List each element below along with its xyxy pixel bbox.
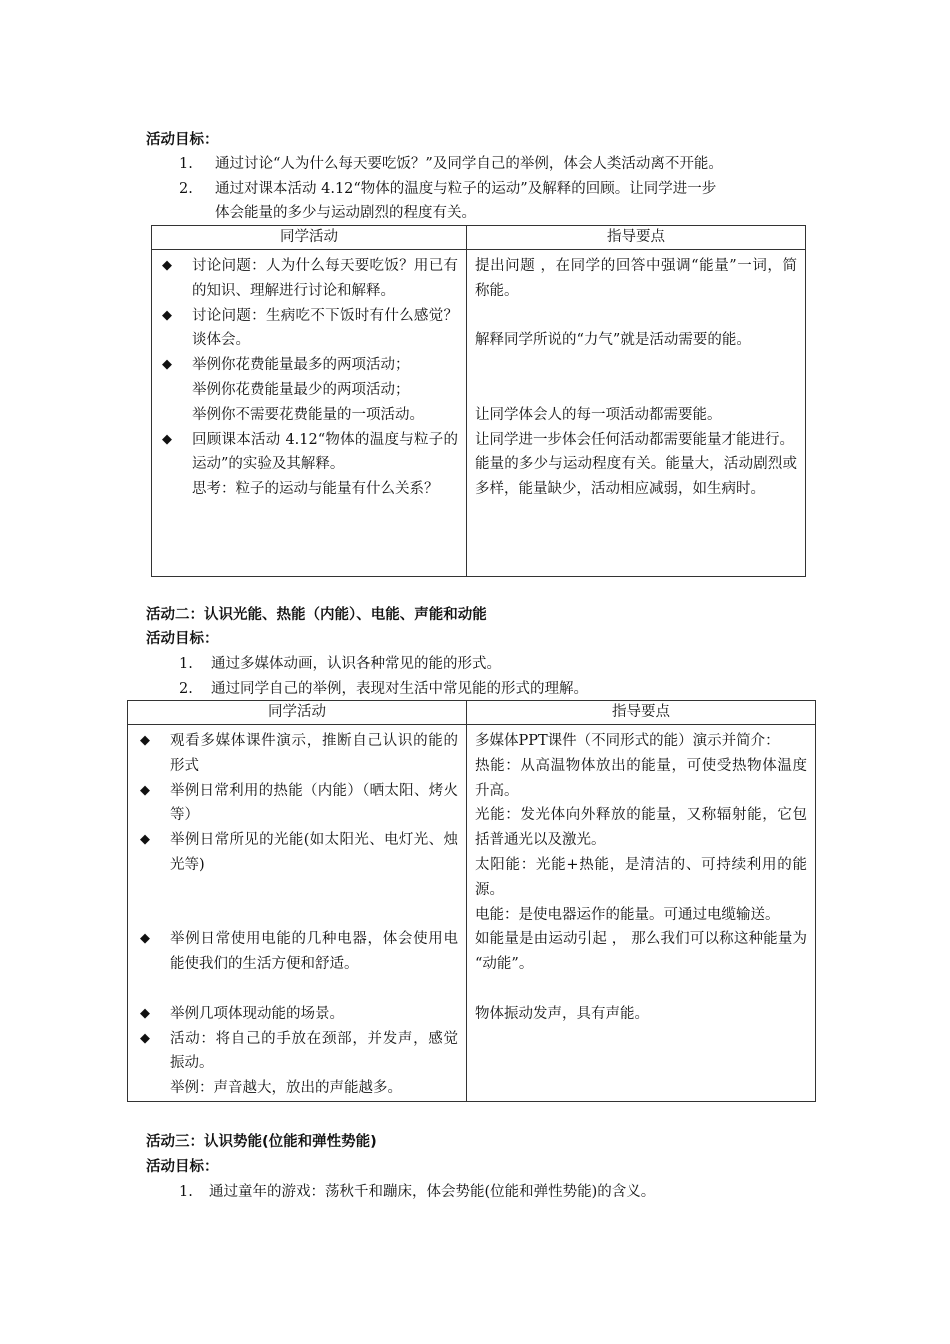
- header-guidance-points: 指导要点: [467, 701, 816, 725]
- list-item: ◆ 观看多媒体课件演示，推断自己认识的能的形式: [138, 729, 458, 779]
- section1-activity-table: [151, 225, 806, 577]
- section3-goal-1: [179, 1180, 655, 1201]
- diamond-bullet-icon: ◆: [140, 1030, 150, 1046]
- thinking-question: 思考：粒子的运动与能量有什么关系？: [192, 481, 439, 498]
- diamond-bullet-icon: ◆: [162, 357, 172, 373]
- guidance-text: 如能量是由运动引起 ， 那么我们可以称这种能量为 “动能”。: [475, 931, 807, 973]
- diamond-bullet-icon: ◆: [162, 307, 172, 323]
- table-header-row: [128, 701, 816, 725]
- list-item: ◆ 讨论问题：生病吃不下饭时有什么感觉？谈体会。: [160, 304, 458, 354]
- list-item: ◆ 举例你花费能量最多的两项活动；: [160, 353, 458, 378]
- section3-goal-label: 活动目标：: [146, 1159, 219, 1175]
- list-item: ◆ 活动：将自己的手放在颈部，并发声，感觉振动。: [138, 1027, 458, 1077]
- table-row: [128, 725, 816, 1102]
- guidance-text: 太阳能：光能+热能，是清洁的、可持续利用的能源。: [475, 856, 807, 898]
- diamond-bullet-icon: ◆: [140, 931, 150, 947]
- guidance-text: 物体振动发声，具有声能。: [475, 1005, 649, 1022]
- guidance-text: 让同学体会人的每一项活动都需要能。: [475, 406, 722, 423]
- guidance-points-cell: [467, 725, 816, 1102]
- header-student-activity: 同学活动: [128, 701, 467, 725]
- diamond-bullet-icon: ◆: [140, 733, 150, 748]
- table-row: [152, 250, 806, 577]
- section1-goal-2: [179, 177, 716, 198]
- goal-number: 1.: [179, 156, 193, 172]
- section3-title: 活动三：认识势能(位能和弹性势能): [146, 1134, 377, 1150]
- list-item: ◆ 讨论问题：人为什么每天要吃饭？用已有的知识、理解进行讨论和解释。: [160, 254, 458, 304]
- diamond-bullet-icon: ◆: [162, 431, 172, 447]
- goal-number: 2.: [179, 181, 193, 197]
- list-item: ◆ 举例日常使用电能的几种电器，体会使用电能使我们的生活方便和舒适。: [138, 927, 458, 977]
- goal-number: 1.: [179, 1184, 193, 1200]
- header-student-activity: 同学活动: [152, 226, 467, 250]
- section2-goal-1: [179, 652, 501, 673]
- goal-text: 通过对课本活动 4.12“物体的温度与粒子的运动”及解释的回顾。让同学进一步: [215, 181, 717, 197]
- list-item: ◆ 举例几项体现动能的场景。: [138, 1002, 458, 1027]
- diamond-bullet-icon: ◆: [140, 1005, 150, 1021]
- section1-goal-2-continuation: 体会能量的多少与运动剧烈的程度有关。: [215, 205, 476, 221]
- guidance-points-cell: [467, 250, 806, 577]
- list-item: ◆ 举例日常利用的热能（内能）（晒太阳、烤火等）: [138, 779, 458, 829]
- student-activity-cell: [152, 250, 467, 577]
- guidance-text: 多媒体PPT课件（不同形式的能）演示并简介：: [475, 733, 780, 749]
- diamond-bullet-icon: ◆: [140, 782, 150, 798]
- goal-text: 通过童年的游戏：荡秋千和蹦床，体会势能(位能和弹性势能)的含义。: [209, 1184, 656, 1200]
- guidance-text: 电能：是使电器运作的能量。可通过电缆输送。: [475, 906, 780, 923]
- list-item-continuation: 举例你不需要花费能量的一项活动。: [192, 406, 424, 423]
- guidance-text: 光能：发光体向外释放的能量，又称辐射能，它包括普通光以及激光。: [475, 807, 807, 849]
- guidance-text: 让同学进一步体会任何活动都需要能量才能进行。: [475, 431, 794, 448]
- section2-title: 活动二：认识光能、热能（内能）、电能、声能和动能: [146, 607, 487, 623]
- goal-number: 2.: [179, 681, 193, 697]
- guidance-text: 提出问题 ，在同学的回答中强调“能量”一词，简称能。: [475, 258, 797, 299]
- guidance-text: 解释同学所说的“力气”就是活动需要的能。: [475, 332, 751, 349]
- goal-text: 通过多媒体动画，认识各种常见的能的形式。: [211, 656, 501, 672]
- goal-text: 通过同学自己的举例，表现对生活中常见能的形式的理解。: [211, 681, 588, 697]
- diamond-bullet-icon: ◆: [140, 832, 150, 848]
- header-guidance-points: 指导要点: [467, 226, 806, 250]
- diamond-bullet-icon: ◆: [162, 258, 172, 273]
- list-item: ◆ 举例日常所见的光能(如太阳光、电灯光、烛光等): [138, 828, 458, 878]
- section2-activity-table: [127, 700, 816, 1102]
- guidance-text: 热能：从高温物体放出的能量，可使受热物体温度升高。: [475, 757, 807, 799]
- goal-text: 通过讨论“人为什么每天要吃饭？”及同学自己的举例，体会人类活动离不开能。: [215, 156, 723, 172]
- list-item: ◆ 回顾课本活动 4.12“物体的温度与粒子的运动”的实验及其解释。: [160, 428, 458, 478]
- table-header-row: [152, 226, 806, 250]
- section2-goal-label: 活动目标：: [146, 631, 219, 647]
- section1-goal-1: [179, 152, 723, 173]
- guidance-text: 能量的多少与运动程度有关。能量大，活动剧烈或多样，能量缺少，活动相应减弱，如生病时。: [475, 456, 797, 498]
- section1-goal-label: 活动目标：: [146, 132, 219, 148]
- student-activity-cell: [128, 725, 467, 1102]
- list-item-continuation: 举例你花费能量最少的两项活动；: [192, 381, 410, 398]
- list-item-continuation: 举例：声音越大，放出的声能越多。: [170, 1080, 402, 1097]
- section2-goal-2: [179, 677, 588, 698]
- goal-number: 1.: [179, 656, 193, 672]
